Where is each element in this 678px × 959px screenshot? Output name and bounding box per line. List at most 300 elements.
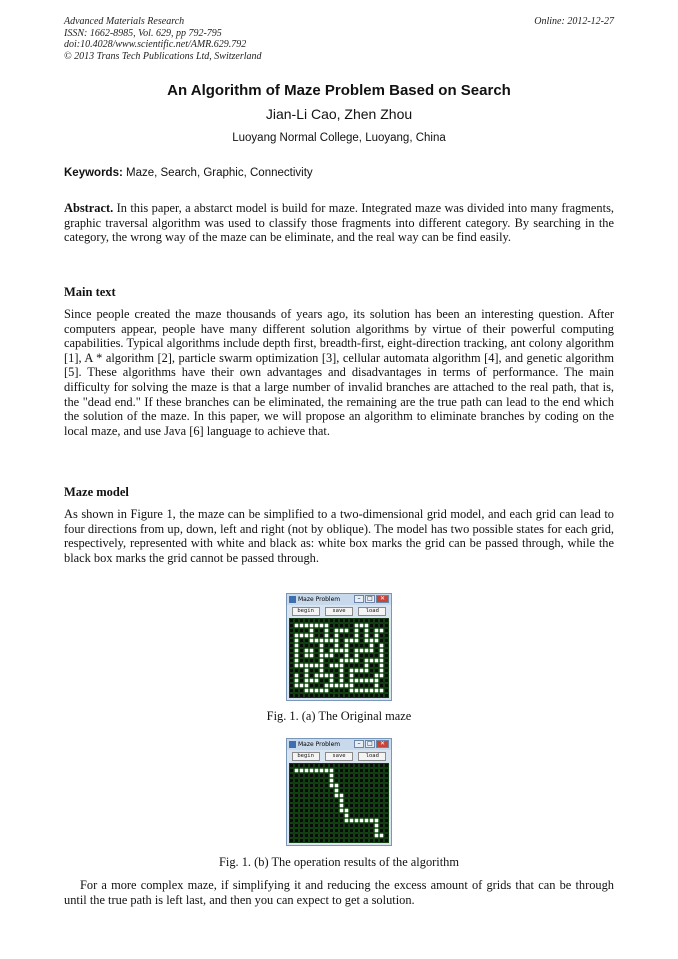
maze-wall-cell bbox=[380, 789, 384, 793]
maze-wall-cell bbox=[290, 774, 294, 778]
maze-window-result bbox=[286, 738, 392, 846]
maze-open-cell bbox=[365, 624, 369, 628]
maze-wall-cell bbox=[335, 764, 339, 768]
maze-wall-cell bbox=[290, 814, 294, 818]
online-date: Online: 2012-12-27 bbox=[534, 16, 614, 27]
maze-wall-cell bbox=[300, 814, 304, 818]
maze-open-cell bbox=[375, 679, 379, 683]
maze-open-cell bbox=[355, 659, 359, 663]
maze-wall-cell bbox=[360, 694, 364, 698]
maze-wall-cell bbox=[300, 834, 304, 838]
maze-wall-cell bbox=[290, 689, 294, 693]
maze-wall-cell bbox=[305, 839, 309, 843]
maze-wall-cell bbox=[365, 764, 369, 768]
maze-wall-cell bbox=[335, 839, 339, 843]
maze-wall-cell bbox=[305, 779, 309, 783]
journal-header bbox=[64, 16, 262, 62]
maze-wall-cell bbox=[320, 779, 324, 783]
maze-wall-cell bbox=[300, 659, 304, 663]
maze-wall-cell bbox=[380, 819, 384, 823]
maze-wall-cell bbox=[305, 784, 309, 788]
maze-wall-cell bbox=[385, 764, 389, 768]
maze-wall-cell bbox=[325, 824, 329, 828]
maze-wall-cell bbox=[350, 784, 354, 788]
maze-wall-cell bbox=[360, 684, 364, 688]
maze-open-cell bbox=[310, 654, 314, 658]
begin-button[interactable]: begin bbox=[292, 752, 320, 761]
maze-wall-cell bbox=[380, 764, 384, 768]
maze-wall-cell bbox=[305, 774, 309, 778]
maze-open-cell bbox=[325, 689, 329, 693]
maze-wall-cell bbox=[295, 629, 299, 633]
maze-wall-cell bbox=[330, 789, 334, 793]
maze-open-cell bbox=[305, 624, 309, 628]
app-icon bbox=[289, 596, 296, 603]
maze-open-cell bbox=[295, 684, 299, 688]
maze-open-cell bbox=[315, 769, 319, 773]
maze-open-cell bbox=[295, 674, 299, 678]
maze-wall-cell bbox=[290, 669, 294, 673]
maze-open-cell bbox=[375, 824, 379, 828]
maze-open-cell bbox=[325, 624, 329, 628]
close-icon[interactable]: ✕ bbox=[376, 740, 389, 748]
maze-open-cell bbox=[330, 664, 334, 668]
maze-wall-cell bbox=[290, 679, 294, 683]
section-heading-main-text: Main text bbox=[64, 285, 116, 299]
maze-wall-cell bbox=[350, 814, 354, 818]
maze-wall-cell bbox=[345, 834, 349, 838]
maze-open-cell bbox=[330, 684, 334, 688]
maze-wall-cell bbox=[295, 834, 299, 838]
maze-open-cell bbox=[335, 794, 339, 798]
maze-wall-cell bbox=[385, 824, 389, 828]
maze-wall-cell bbox=[350, 644, 354, 648]
maze-wall-cell bbox=[350, 619, 354, 623]
maze-wall-cell bbox=[360, 804, 364, 808]
maze-wall-cell bbox=[365, 654, 369, 658]
maze-open-cell bbox=[380, 834, 384, 838]
maze-wall-cell bbox=[315, 794, 319, 798]
maze-wall-cell bbox=[375, 809, 379, 813]
maze-wall-cell bbox=[305, 809, 309, 813]
maze-open-cell bbox=[305, 674, 309, 678]
maze-wall-cell bbox=[300, 794, 304, 798]
maze-wall-cell bbox=[385, 684, 389, 688]
maze-wall-cell bbox=[290, 834, 294, 838]
maze-wall-cell bbox=[295, 779, 299, 783]
maze-wall-cell bbox=[305, 764, 309, 768]
maze-wall-cell bbox=[335, 779, 339, 783]
maze-wall-cell bbox=[350, 804, 354, 808]
maze-open-cell bbox=[320, 624, 324, 628]
toolbar bbox=[287, 605, 391, 618]
maze-open-cell bbox=[325, 634, 329, 638]
maze-wall-cell bbox=[370, 799, 374, 803]
maze-wall-cell bbox=[345, 634, 349, 638]
maze-wall-cell bbox=[360, 674, 364, 678]
maze-wall-cell bbox=[345, 829, 349, 833]
maze-wall-cell bbox=[330, 644, 334, 648]
maze-wall-cell bbox=[350, 769, 354, 773]
maze-wall-cell bbox=[295, 694, 299, 698]
maze-wall-cell bbox=[365, 684, 369, 688]
maze-wall-cell bbox=[300, 779, 304, 783]
maze-wall-cell bbox=[330, 839, 334, 843]
close-icon[interactable]: ✕ bbox=[376, 595, 389, 603]
maze-wall-cell bbox=[355, 814, 359, 818]
maze-wall-cell bbox=[295, 689, 299, 693]
maze-open-cell bbox=[320, 664, 324, 668]
maze-open-cell bbox=[300, 769, 304, 773]
maze-open-cell bbox=[355, 689, 359, 693]
maze-wall-cell bbox=[360, 659, 364, 663]
maze-wall-cell bbox=[305, 804, 309, 808]
maze-open-cell bbox=[340, 794, 344, 798]
maze-wall-cell bbox=[355, 779, 359, 783]
maze-wall-cell bbox=[365, 794, 369, 798]
maze-wall-cell bbox=[290, 819, 294, 823]
maze-wall-cell bbox=[345, 664, 349, 668]
maze-wall-cell bbox=[345, 764, 349, 768]
maze-wall-cell bbox=[330, 794, 334, 798]
maze-wall-cell bbox=[295, 789, 299, 793]
maze-open-cell bbox=[365, 669, 369, 673]
maze-wall-cell bbox=[380, 839, 384, 843]
maze-open-cell bbox=[345, 814, 349, 818]
maze-wall-cell bbox=[340, 639, 344, 643]
maze-wall-cell bbox=[360, 809, 364, 813]
maze-wall-cell bbox=[370, 829, 374, 833]
maze-wall-cell bbox=[290, 664, 294, 668]
maze-open-cell bbox=[380, 644, 384, 648]
maze-wall-cell bbox=[370, 769, 374, 773]
maze-open-cell bbox=[365, 689, 369, 693]
maze-wall-cell bbox=[375, 694, 379, 698]
maze-open-cell bbox=[330, 769, 334, 773]
maze-open-cell bbox=[315, 689, 319, 693]
maze-open-cell bbox=[305, 654, 309, 658]
maze-wall-cell bbox=[335, 814, 339, 818]
maze-open-cell bbox=[360, 679, 364, 683]
maze-wall-cell bbox=[385, 694, 389, 698]
maze-open-cell bbox=[340, 679, 344, 683]
maze-wall-cell bbox=[355, 774, 359, 778]
maze-wall-cell bbox=[375, 764, 379, 768]
maze-wall-cell bbox=[310, 824, 314, 828]
maze-wall-cell bbox=[315, 619, 319, 623]
maze-open-cell bbox=[355, 819, 359, 823]
maze-wall-cell bbox=[310, 669, 314, 673]
maze-wall-cell bbox=[325, 794, 329, 798]
maze-wall-cell bbox=[345, 794, 349, 798]
maze-open-cell bbox=[305, 684, 309, 688]
minimize-icon[interactable]: – bbox=[354, 740, 364, 748]
maze-wall-cell bbox=[290, 809, 294, 813]
maze-wall-cell bbox=[340, 769, 344, 773]
maze-wall-cell bbox=[385, 654, 389, 658]
maze-wall-cell bbox=[385, 659, 389, 663]
maze-wall-cell bbox=[310, 829, 314, 833]
maze-wall-cell bbox=[370, 694, 374, 698]
maze-open-cell bbox=[375, 819, 379, 823]
maze-wall-cell bbox=[320, 784, 324, 788]
maze-open-cell bbox=[345, 809, 349, 813]
maze-wall-cell bbox=[300, 809, 304, 813]
maze-open-cell bbox=[320, 769, 324, 773]
maze-wall-cell bbox=[385, 809, 389, 813]
maze-open-cell bbox=[330, 779, 334, 783]
maze-wall-cell bbox=[345, 769, 349, 773]
maze-wall-cell bbox=[385, 674, 389, 678]
maze-open-cell bbox=[310, 679, 314, 683]
maze-wall-cell bbox=[350, 649, 354, 653]
maze-wall-cell bbox=[335, 804, 339, 808]
maze-wall-cell bbox=[370, 629, 374, 633]
maze-wall-cell bbox=[315, 649, 319, 653]
maze-wall-cell bbox=[360, 644, 364, 648]
maze-wall-cell bbox=[375, 794, 379, 798]
maze-wall-cell bbox=[320, 809, 324, 813]
maze-wall-cell bbox=[315, 789, 319, 793]
maze-wall-cell bbox=[325, 694, 329, 698]
maze-wall-cell bbox=[305, 829, 309, 833]
maze-wall-cell bbox=[375, 814, 379, 818]
maze-wall-cell bbox=[380, 824, 384, 828]
begin-button[interactable]: begin bbox=[292, 607, 320, 616]
maze-wall-cell bbox=[365, 804, 369, 808]
maze-wall-cell bbox=[345, 679, 349, 683]
maze-wall-cell bbox=[385, 664, 389, 668]
maze-wall-cell bbox=[350, 779, 354, 783]
maze-open-cell bbox=[355, 649, 359, 653]
maze-open-cell bbox=[370, 644, 374, 648]
maze-wall-cell bbox=[375, 669, 379, 673]
maze-open-cell bbox=[370, 689, 374, 693]
maze-open-cell bbox=[295, 654, 299, 658]
minimize-icon[interactable]: – bbox=[354, 595, 364, 603]
maze-wall-cell bbox=[325, 649, 329, 653]
maze-wall-cell bbox=[380, 639, 384, 643]
maze-wall-cell bbox=[370, 789, 374, 793]
maze-wall-cell bbox=[355, 829, 359, 833]
maze-wall-cell bbox=[375, 779, 379, 783]
maze-wall-cell bbox=[325, 809, 329, 813]
maze-wall-cell bbox=[310, 619, 314, 623]
maze-wall-cell bbox=[360, 634, 364, 638]
maze-wall-cell bbox=[330, 764, 334, 768]
maze-wall-cell bbox=[315, 819, 319, 823]
maze-wall-cell bbox=[290, 804, 294, 808]
maze-wall-cell bbox=[385, 669, 389, 673]
maze-open-cell bbox=[360, 624, 364, 628]
load-button[interactable]: load bbox=[358, 607, 386, 616]
maze-open-cell bbox=[310, 634, 314, 638]
maze-wall-cell bbox=[335, 689, 339, 693]
maze-wall-cell bbox=[300, 654, 304, 658]
abstract-label: Abstract. bbox=[64, 201, 114, 215]
maze-wall-cell bbox=[325, 789, 329, 793]
maze-wall-cell bbox=[290, 644, 294, 648]
maze-wall-cell bbox=[360, 664, 364, 668]
maze-wall-cell bbox=[350, 654, 354, 658]
maze-wall-cell bbox=[300, 694, 304, 698]
maze-wall-cell bbox=[345, 669, 349, 673]
maze-open-cell bbox=[340, 659, 344, 663]
maze-open-cell bbox=[375, 639, 379, 643]
maze-wall-cell bbox=[375, 774, 379, 778]
maze-wall-cell bbox=[360, 839, 364, 843]
load-button[interactable]: load bbox=[358, 752, 386, 761]
maze-wall-cell bbox=[370, 804, 374, 808]
maze-wall-cell bbox=[305, 659, 309, 663]
maze-wall-cell bbox=[350, 664, 354, 668]
maze-wall-cell bbox=[310, 644, 314, 648]
maze-wall-cell bbox=[330, 689, 334, 693]
maze-wall-cell bbox=[370, 839, 374, 843]
maze-open-cell bbox=[345, 684, 349, 688]
maze-wall-cell bbox=[325, 799, 329, 803]
maze-open-cell bbox=[340, 684, 344, 688]
maze-wall-cell bbox=[385, 834, 389, 838]
maze-wall-cell bbox=[345, 784, 349, 788]
maze-wall-cell bbox=[380, 809, 384, 813]
abstract-paragraph bbox=[64, 201, 614, 245]
maze-wall-cell bbox=[385, 794, 389, 798]
window-titlebar bbox=[287, 739, 391, 750]
maze-open-cell bbox=[345, 819, 349, 823]
figure-caption-b: Fig. 1. (b) The operation results of the algorithm bbox=[219, 855, 459, 869]
maze-wall-cell bbox=[330, 824, 334, 828]
maze-wall-cell bbox=[350, 629, 354, 633]
maze-wall-cell bbox=[385, 624, 389, 628]
maze-wall-cell bbox=[385, 774, 389, 778]
maze-open-cell bbox=[350, 689, 354, 693]
maze-open-cell bbox=[370, 639, 374, 643]
maze-wall-cell bbox=[315, 774, 319, 778]
maze-wall-cell bbox=[345, 624, 349, 628]
maze-wall-cell bbox=[325, 839, 329, 843]
maze-open-cell bbox=[320, 654, 324, 658]
maze-wall-cell bbox=[340, 764, 344, 768]
maze-wall-cell bbox=[295, 669, 299, 673]
keywords-text: Maze, Search, Graphic, Connectivity bbox=[126, 167, 313, 179]
save-button[interactable]: save bbox=[325, 752, 353, 761]
maze-wall-cell bbox=[295, 764, 299, 768]
maze-wall-cell bbox=[315, 834, 319, 838]
window-title: Maze Problem bbox=[298, 596, 341, 603]
maze-wall-cell bbox=[360, 784, 364, 788]
maze-wall-cell bbox=[365, 799, 369, 803]
maze-wall-cell bbox=[335, 829, 339, 833]
maximize-icon[interactable]: □ bbox=[365, 740, 375, 748]
maze-wall-cell bbox=[320, 794, 324, 798]
doi-line: doi:10.4028/www.scientific.net/AMR.629.792 bbox=[64, 39, 247, 50]
maze-wall-cell bbox=[360, 814, 364, 818]
maze-open-cell bbox=[360, 689, 364, 693]
maze-wall-cell bbox=[340, 634, 344, 638]
maze-wall-cell bbox=[295, 799, 299, 803]
maze-wall-cell bbox=[350, 839, 354, 843]
maze-open-cell bbox=[350, 639, 354, 643]
maze-wall-cell bbox=[385, 779, 389, 783]
maze-wall-cell bbox=[290, 779, 294, 783]
maze-wall-cell bbox=[345, 619, 349, 623]
maze-wall-cell bbox=[330, 834, 334, 838]
maze-wall-cell bbox=[330, 799, 334, 803]
maze-open-cell bbox=[305, 669, 309, 673]
maze-wall-cell bbox=[300, 819, 304, 823]
maze-wall-cell bbox=[290, 764, 294, 768]
maze-wall-cell bbox=[305, 619, 309, 623]
maze-open-cell bbox=[295, 624, 299, 628]
maze-wall-cell bbox=[355, 784, 359, 788]
maze-wall-cell bbox=[375, 789, 379, 793]
app-icon bbox=[289, 741, 296, 748]
maze-wall-cell bbox=[370, 684, 374, 688]
maze-wall-cell bbox=[350, 829, 354, 833]
maze-wall-cell bbox=[290, 694, 294, 698]
maze-open-cell bbox=[340, 629, 344, 633]
maze-wall-cell bbox=[330, 814, 334, 818]
maze-wall-cell bbox=[385, 639, 389, 643]
maze-wall-cell bbox=[365, 619, 369, 623]
maze-wall-cell bbox=[350, 694, 354, 698]
maze-wall-cell bbox=[340, 819, 344, 823]
maze-wall-cell bbox=[300, 789, 304, 793]
maze-wall-cell bbox=[295, 809, 299, 813]
maze-open-cell bbox=[330, 674, 334, 678]
maze-wall-cell bbox=[360, 769, 364, 773]
maze-wall-cell bbox=[300, 669, 304, 673]
maze-wall-cell bbox=[375, 839, 379, 843]
maze-wall-cell bbox=[365, 769, 369, 773]
maze-open-cell bbox=[365, 639, 369, 643]
maze-wall-cell bbox=[370, 674, 374, 678]
maze-wall-cell bbox=[385, 649, 389, 653]
maze-wall-cell bbox=[300, 679, 304, 683]
maze-wall-cell bbox=[325, 664, 329, 668]
maze-wall-cell bbox=[290, 839, 294, 843]
maze-wall-cell bbox=[290, 794, 294, 798]
maze-open-cell bbox=[380, 629, 384, 633]
maze-wall-cell bbox=[330, 619, 334, 623]
maze-wall-cell bbox=[370, 779, 374, 783]
maze-wall-cell bbox=[345, 799, 349, 803]
keywords-line bbox=[64, 167, 313, 179]
figure-caption-a: Fig. 1. (a) The Original maze bbox=[266, 709, 412, 723]
maze-wall-cell bbox=[305, 799, 309, 803]
maximize-icon[interactable]: □ bbox=[365, 595, 375, 603]
maze-wall-cell bbox=[335, 674, 339, 678]
maze-open-cell bbox=[335, 789, 339, 793]
maze-wall-cell bbox=[380, 794, 384, 798]
maze-open-cell bbox=[310, 624, 314, 628]
maze-wall-cell bbox=[360, 794, 364, 798]
maze-wall-cell bbox=[335, 669, 339, 673]
maze-wall-cell bbox=[370, 824, 374, 828]
maze-wall-cell bbox=[385, 629, 389, 633]
maze-wall-cell bbox=[315, 784, 319, 788]
save-button[interactable]: save bbox=[325, 607, 353, 616]
maze-open-cell bbox=[355, 624, 359, 628]
maze-open-cell bbox=[375, 659, 379, 663]
maze-wall-cell bbox=[310, 659, 314, 663]
maze-open-cell bbox=[380, 669, 384, 673]
maze-wall-cell bbox=[370, 624, 374, 628]
maze-wall-cell bbox=[320, 824, 324, 828]
maze-wall-cell bbox=[370, 814, 374, 818]
maze-wall-cell bbox=[315, 629, 319, 633]
